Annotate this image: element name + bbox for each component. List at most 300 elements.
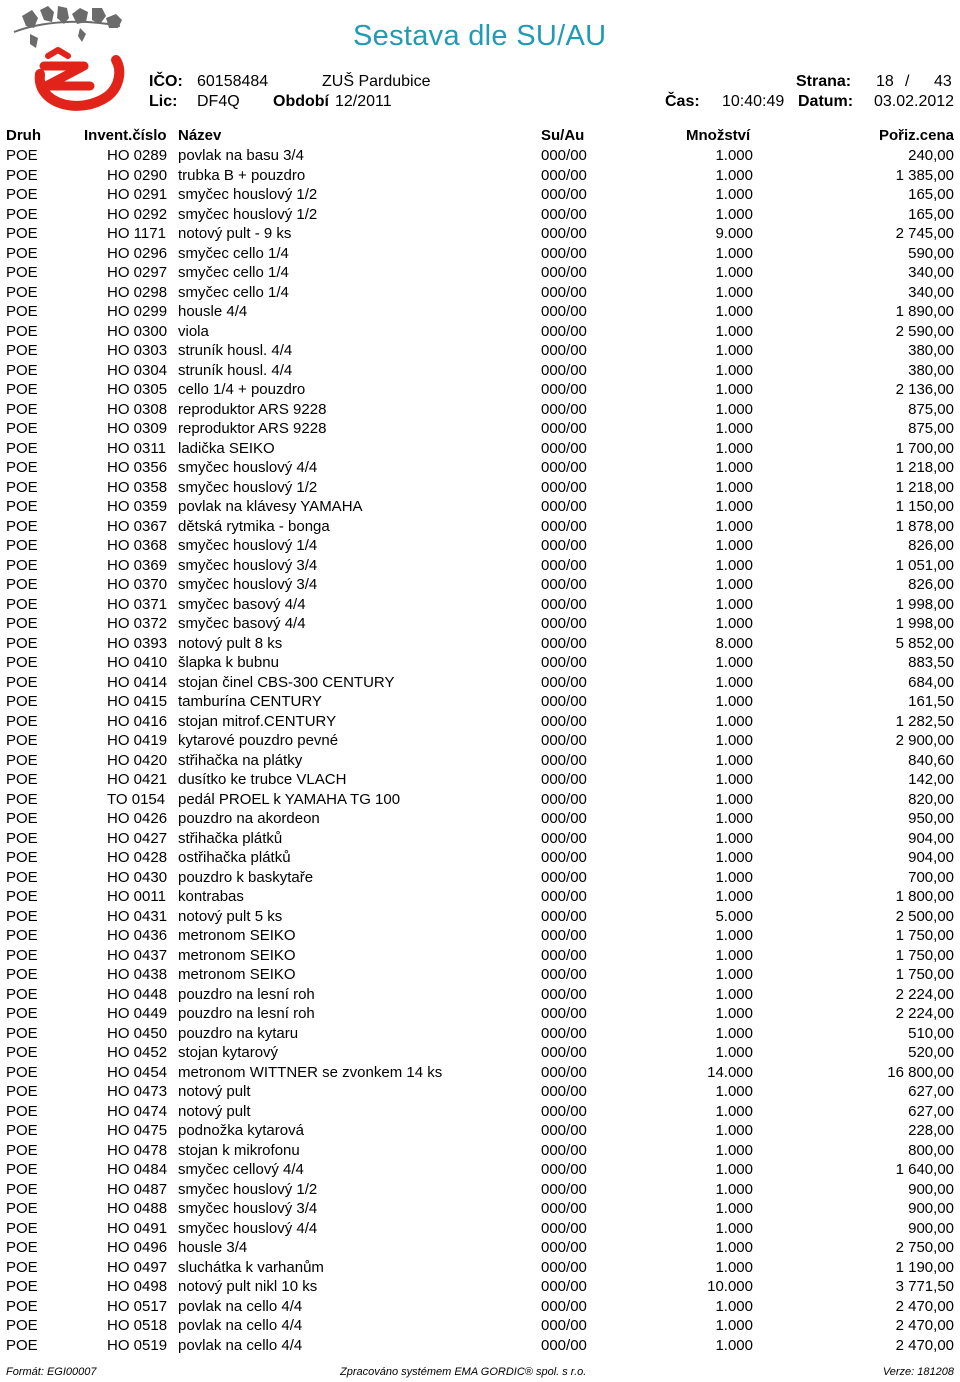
cell-mnozstvi: 1.000: [715, 771, 753, 788]
cell-porizovaci-cena: 380,00: [908, 342, 954, 359]
cell-nazev: dětská rytmika - bonga: [178, 517, 330, 535]
table-row: [0, 166, 960, 186]
table-row: [0, 185, 960, 205]
cell-mnozstvi: 1.000: [715, 361, 753, 379]
cell-su-au: 000/00: [541, 147, 587, 164]
cell-druh: POE: [6, 498, 38, 515]
cell-mnozstvi: 1.000: [715, 556, 753, 574]
cell-invent-cislo: HO 0296: [107, 244, 168, 262]
table-row: [0, 380, 960, 400]
cell-invent-cislo: HO 1171: [107, 225, 166, 242]
cell-invent-cislo: HO 0419: [107, 732, 168, 749]
cell-druh: POE: [6, 1161, 38, 1178]
table-row: [0, 1160, 960, 1180]
table-row: [0, 146, 960, 166]
table-row: [0, 926, 960, 946]
cell-nazev: smyčec houslový 4/4: [178, 459, 318, 476]
cell-nazev: smyčec houslový 1/2: [178, 205, 318, 223]
cell-druh: POE: [6, 927, 38, 944]
cell-nazev: struník housl. 4/4: [178, 361, 293, 379]
cell-druh: POE: [6, 205, 38, 223]
lic-value: DF4Q: [197, 93, 240, 110]
table-row: [0, 887, 960, 907]
cell-invent-cislo: HO 0371: [107, 595, 168, 613]
cell-invent-cislo: HO 0298: [107, 283, 168, 301]
cell-druh: POE: [6, 1239, 38, 1256]
cell-porizovaci-cena: 950,00: [908, 810, 954, 827]
cell-druh: POE: [6, 829, 38, 847]
cell-invent-cislo: HO 0426: [107, 810, 168, 827]
cell-nazev: střihačka na plátky: [178, 751, 303, 769]
cell-mnozstvi: 1.000: [715, 673, 753, 691]
cell-druh: POE: [6, 1219, 38, 1237]
cell-su-au: 000/00: [541, 1044, 587, 1061]
table-row: [0, 361, 960, 381]
cell-nazev: viola: [178, 322, 209, 340]
cell-nazev: povlak na cello 4/4: [178, 1317, 303, 1334]
cell-nazev: povlak na basu 3/4: [178, 147, 304, 164]
ico-label: IČO:: [149, 73, 183, 90]
table-row: [0, 1043, 960, 1063]
table-row: [0, 614, 960, 634]
cell-su-au: 000/00: [541, 693, 587, 710]
cell-invent-cislo: HO 0487: [107, 1180, 168, 1198]
cell-druh: POE: [6, 459, 38, 476]
table-row: [0, 770, 960, 790]
table-row: [0, 575, 960, 595]
cell-nazev: smyčec houslový 1/2: [178, 1180, 318, 1198]
table-row: [0, 1141, 960, 1161]
cell-druh: POE: [6, 225, 38, 242]
cell-mnozstvi: 1.000: [715, 966, 753, 983]
table-row: [0, 1316, 960, 1336]
cell-mnozstvi: 1.000: [715, 712, 753, 730]
table-row: [0, 478, 960, 498]
cell-porizovaci-cena: 2 590,00: [895, 322, 954, 340]
cell-druh: POE: [6, 1044, 38, 1061]
cell-su-au: 000/00: [541, 849, 587, 866]
table-row: [0, 205, 960, 225]
cell-nazev: pouzdro na kytaru: [178, 1024, 299, 1042]
cell-nazev: smyčec cello 1/4: [178, 283, 289, 301]
col-druh: Druh: [6, 127, 41, 144]
cell-porizovaci-cena: 1 218,00: [895, 459, 954, 476]
cell-invent-cislo: HO 0518: [107, 1317, 168, 1334]
strana-total: 43: [934, 73, 952, 90]
cell-druh: POE: [6, 751, 38, 769]
lic-label: Lic:: [149, 93, 178, 110]
cell-mnozstvi: 14.000: [707, 1063, 753, 1081]
cell-mnozstvi: 1.000: [715, 927, 753, 944]
cell-nazev: notový pult nikl 10 ks: [178, 1278, 318, 1295]
cell-druh: POE: [6, 1122, 38, 1139]
cell-mnozstvi: 1.000: [715, 751, 753, 769]
cell-druh: POE: [6, 1005, 38, 1022]
cell-porizovaci-cena: 142,00: [908, 771, 954, 788]
cell-invent-cislo: HO 0428: [107, 849, 168, 866]
cell-nazev: podnožka kytarová: [178, 1122, 304, 1139]
cell-nazev: povlak na cello 4/4: [178, 1297, 303, 1315]
cell-su-au: 000/00: [541, 1083, 587, 1100]
table-row: [0, 1102, 960, 1122]
cell-su-au: 000/00: [541, 576, 587, 593]
cell-su-au: 000/00: [541, 264, 587, 281]
datum-value: 03.02.2012: [874, 93, 955, 110]
table-row: [0, 692, 960, 712]
cell-mnozstvi: 8.000: [715, 634, 753, 652]
cell-porizovaci-cena: 2 136,00: [895, 381, 954, 398]
cell-porizovaci-cena: 1 150,00: [895, 498, 954, 515]
cell-druh: POE: [6, 907, 38, 925]
cell-nazev: struník housl. 4/4: [178, 342, 293, 359]
cell-druh: POE: [6, 1141, 38, 1159]
ico-value: 60158484: [197, 73, 269, 90]
cell-nazev: ladička SEIKO: [178, 439, 275, 457]
cell-nazev: notový pult - 9 ks: [178, 225, 292, 242]
cell-invent-cislo: HO 0420: [107, 751, 168, 769]
cell-invent-cislo: HO 0431: [107, 907, 168, 925]
cell-invent-cislo: HO 0448: [107, 985, 168, 1003]
cell-su-au: 000/00: [541, 361, 587, 379]
cell-nazev: notový pult: [178, 1083, 251, 1100]
cell-nazev: smyčec houslový 1/2: [178, 186, 318, 203]
cell-mnozstvi: 1.000: [715, 420, 753, 437]
cell-druh: POE: [6, 381, 38, 398]
cell-invent-cislo: HO 0414: [107, 673, 168, 691]
cell-invent-cislo: HO 0496: [107, 1239, 168, 1256]
report-title: Sestava dle SU/AU: [353, 20, 607, 52]
cell-mnozstvi: 1.000: [715, 1317, 753, 1334]
cell-porizovaci-cena: 1 051,00: [895, 556, 954, 574]
table-row: [0, 653, 960, 673]
cell-su-au: 000/00: [541, 459, 587, 476]
cell-mnozstvi: 1.000: [715, 1044, 753, 1061]
table-row: [0, 1219, 960, 1239]
cell-mnozstvi: 1.000: [715, 868, 753, 886]
table-row: [0, 907, 960, 927]
cell-porizovaci-cena: 520,00: [908, 1044, 954, 1061]
cell-porizovaci-cena: 2 500,00: [895, 907, 954, 925]
cell-nazev: metronom SEIKO: [178, 946, 296, 964]
cell-porizovaci-cena: 1 890,00: [895, 303, 954, 320]
table-row: [0, 946, 960, 966]
cell-su-au: 000/00: [541, 829, 587, 847]
footer-version: Verze: 181208: [882, 1366, 954, 1378]
cell-nazev: notový pult 8 ks: [178, 634, 283, 652]
cell-su-au: 000/00: [541, 654, 587, 671]
cell-druh: POE: [6, 244, 38, 262]
cell-invent-cislo: HO 0491: [107, 1219, 168, 1237]
cell-porizovaci-cena: 900,00: [908, 1219, 954, 1237]
cell-porizovaci-cena: 510,00: [908, 1024, 954, 1042]
cell-su-au: 000/00: [541, 478, 587, 496]
cell-invent-cislo: HO 0484: [107, 1161, 168, 1178]
cell-nazev: smyčec cello 1/4: [178, 264, 289, 281]
cell-su-au: 000/00: [541, 810, 587, 827]
strana-current: 18: [876, 73, 894, 90]
cell-invent-cislo: HO 0358: [107, 478, 168, 496]
table-row: [0, 985, 960, 1005]
cell-nazev: stojan kytarový: [178, 1044, 279, 1061]
cell-mnozstvi: 1.000: [715, 810, 753, 827]
cell-druh: POE: [6, 771, 38, 788]
cell-porizovaci-cena: 1 385,00: [895, 166, 954, 184]
table-row: [0, 1258, 960, 1278]
cell-porizovaci-cena: 1 282,50: [895, 712, 954, 730]
cell-druh: POE: [6, 420, 38, 437]
cell-porizovaci-cena: 2 470,00: [895, 1317, 954, 1334]
cell-porizovaci-cena: 627,00: [908, 1083, 954, 1100]
cell-su-au: 000/00: [541, 283, 587, 301]
cell-druh: POE: [6, 712, 38, 730]
cell-mnozstvi: 1.000: [715, 985, 753, 1003]
cell-porizovaci-cena: 840,60: [908, 751, 954, 769]
cell-nazev: stojan činel CBS-300 CENTURY: [178, 673, 395, 691]
cell-porizovaci-cena: 590,00: [908, 244, 954, 262]
cell-su-au: 000/00: [541, 712, 587, 730]
col-mnozstvi: Množství: [686, 127, 751, 144]
cell-mnozstvi: 1.000: [715, 517, 753, 535]
cell-su-au: 000/00: [541, 205, 587, 223]
cell-porizovaci-cena: 240,00: [908, 147, 954, 164]
cell-su-au: 000/00: [541, 1239, 587, 1256]
cell-nazev: ostřihačka plátků: [178, 849, 291, 866]
cell-druh: POE: [6, 790, 38, 808]
cell-druh: POE: [6, 1336, 38, 1354]
table-row: [0, 224, 960, 244]
table-row: [0, 322, 960, 342]
table-row: [0, 283, 960, 303]
table-row: [0, 1199, 960, 1219]
cell-druh: POE: [6, 439, 38, 457]
cell-druh: POE: [6, 810, 38, 827]
cell-invent-cislo: HO 0475: [107, 1122, 168, 1139]
cell-druh: POE: [6, 400, 38, 418]
cell-druh: POE: [6, 1083, 38, 1100]
cell-su-au: 000/00: [541, 381, 587, 398]
cell-mnozstvi: 1.000: [715, 498, 753, 515]
cell-invent-cislo: HO 0519: [107, 1336, 168, 1354]
cell-invent-cislo: HO 0438: [107, 966, 168, 983]
cell-druh: POE: [6, 147, 38, 164]
cell-mnozstvi: 5.000: [715, 907, 753, 925]
cell-invent-cislo: HO 0517: [107, 1297, 168, 1315]
cell-druh: POE: [6, 732, 38, 749]
cell-su-au: 000/00: [541, 1317, 587, 1334]
zus-mark-icon: [40, 50, 120, 106]
cell-nazev: stojan mitrof.CENTURY: [178, 712, 337, 730]
obdobi-value: 12/2011: [335, 93, 392, 110]
cell-invent-cislo: HO 0370: [107, 576, 168, 593]
cell-druh: POE: [6, 1200, 38, 1217]
cell-mnozstvi: 1.000: [715, 439, 753, 457]
cell-druh: POE: [6, 888, 38, 905]
cell-mnozstvi: 1.000: [715, 1219, 753, 1237]
cell-porizovaci-cena: 1 878,00: [895, 517, 954, 535]
cell-mnozstvi: 1.000: [715, 1161, 753, 1178]
cell-invent-cislo: HO 0410: [107, 654, 168, 671]
cell-su-au: 000/00: [541, 556, 587, 574]
cell-mnozstvi: 10.000: [707, 1278, 753, 1295]
cell-nazev: trubka B + pouzdro: [178, 166, 306, 184]
table-row: [0, 1180, 960, 1200]
cell-mnozstvi: 1.000: [715, 1083, 753, 1100]
table-row: [0, 751, 960, 771]
cell-invent-cislo: HO 0290: [107, 166, 168, 184]
cell-nazev: metronom SEIKO: [178, 927, 296, 944]
table-row: [0, 244, 960, 264]
cell-invent-cislo: HO 0452: [107, 1044, 168, 1061]
cell-nazev: smyčec basový 4/4: [178, 595, 306, 613]
col-su-au: Su/Au: [541, 127, 585, 144]
table-row: [0, 341, 960, 361]
cell-su-au: 000/00: [541, 420, 587, 437]
cell-nazev: povlak na klávesy YAMAHA: [178, 498, 363, 515]
cell-su-au: 000/00: [541, 771, 587, 788]
cell-porizovaci-cena: 904,00: [908, 829, 954, 847]
cell-invent-cislo: HO 0416: [107, 712, 168, 730]
cell-nazev: smyčec houslový 3/4: [178, 576, 318, 593]
cell-mnozstvi: 1.000: [715, 537, 753, 554]
cell-nazev: smyčec houslový 3/4: [178, 1200, 318, 1217]
cell-mnozstvi: 1.000: [715, 381, 753, 398]
cell-porizovaci-cena: 900,00: [908, 1180, 954, 1198]
cell-su-au: 000/00: [541, 966, 587, 983]
cell-mnozstvi: 1.000: [715, 576, 753, 593]
footer-format: Formát: EGI00007: [6, 1366, 97, 1378]
cell-invent-cislo: HO 0497: [107, 1258, 168, 1276]
cell-su-au: 000/00: [541, 1258, 587, 1276]
cell-porizovaci-cena: 1 218,00: [895, 478, 954, 496]
cell-porizovaci-cena: 826,00: [908, 537, 954, 554]
cell-su-au: 000/00: [541, 751, 587, 769]
birds-icon: [14, 6, 122, 48]
cell-porizovaci-cena: 2 900,00: [895, 732, 954, 749]
cell-porizovaci-cena: 904,00: [908, 849, 954, 866]
cell-druh: POE: [6, 478, 38, 496]
table-row: [0, 556, 960, 576]
cell-porizovaci-cena: 1 998,00: [895, 595, 954, 613]
cell-su-au: 000/00: [541, 537, 587, 554]
cell-invent-cislo: HO 0473: [107, 1083, 168, 1100]
cell-nazev: pedál PROEL k YAMAHA TG 100: [178, 790, 401, 808]
cell-porizovaci-cena: 875,00: [908, 420, 954, 437]
cell-druh: POE: [6, 322, 38, 340]
cell-druh: POE: [6, 966, 38, 983]
strana-separator: /: [905, 73, 910, 90]
table-row: [0, 302, 960, 322]
cell-su-au: 000/00: [541, 244, 587, 262]
cell-mnozstvi: 1.000: [715, 1239, 753, 1256]
table-row: [0, 848, 960, 868]
cell-druh: POE: [6, 342, 38, 359]
table-row: [0, 1121, 960, 1141]
cell-invent-cislo: HO 0297: [107, 264, 168, 281]
table-row: [0, 965, 960, 985]
table-row: [0, 868, 960, 888]
cell-su-au: 000/00: [541, 1297, 587, 1315]
cell-druh: POE: [6, 673, 38, 691]
cell-mnozstvi: 1.000: [715, 1122, 753, 1139]
cas-value: 10:40:49: [722, 93, 785, 110]
cell-su-au: 000/00: [541, 1200, 587, 1217]
cell-su-au: 000/00: [541, 1063, 587, 1081]
cell-mnozstvi: 1.000: [715, 790, 753, 808]
cell-mnozstvi: 1.000: [715, 1200, 753, 1217]
cell-invent-cislo: HO 0011: [107, 888, 166, 905]
org-name: ZUŠ Pardubice: [322, 73, 431, 90]
cell-su-au: 000/00: [541, 186, 587, 203]
cell-nazev: pouzdro na lesní roh: [178, 1005, 315, 1022]
cell-invent-cislo: HO 0291: [107, 186, 168, 203]
cell-su-au: 000/00: [541, 1219, 587, 1237]
cell-druh: POE: [6, 283, 38, 301]
cell-porizovaci-cena: 1 750,00: [895, 927, 954, 944]
cas-label: Čas:: [665, 93, 700, 110]
cell-nazev: housle 4/4: [178, 303, 248, 320]
cell-su-au: 000/00: [541, 400, 587, 418]
cell-su-au: 000/00: [541, 1024, 587, 1042]
cell-invent-cislo: HO 0450: [107, 1024, 168, 1042]
cell-porizovaci-cena: 2 224,00: [895, 985, 954, 1003]
cell-su-au: 000/00: [541, 1102, 587, 1120]
cell-porizovaci-cena: 1 190,00: [895, 1258, 954, 1276]
cell-druh: POE: [6, 654, 38, 671]
cell-nazev: smyčec houslový 1/2: [178, 478, 318, 496]
table-row: [0, 790, 960, 810]
cell-druh: POE: [6, 595, 38, 613]
datum-label: Datum:: [798, 93, 854, 110]
cell-invent-cislo: HO 0303: [107, 342, 168, 359]
cell-druh: POE: [6, 166, 38, 184]
table-row: [0, 595, 960, 615]
cell-druh: POE: [6, 1297, 38, 1315]
cell-nazev: smyčec cellový 4/4: [178, 1161, 304, 1178]
cell-mnozstvi: 1.000: [715, 1102, 753, 1120]
table-row: [0, 1082, 960, 1102]
cell-su-au: 000/00: [541, 342, 587, 359]
cell-mnozstvi: 1.000: [715, 829, 753, 847]
cell-porizovaci-cena: 340,00: [908, 283, 954, 301]
cell-druh: POE: [6, 556, 38, 574]
cell-invent-cislo: HO 0372: [107, 615, 168, 632]
cell-invent-cislo: HO 0427: [107, 829, 168, 847]
cell-su-au: 000/00: [541, 615, 587, 632]
cell-invent-cislo: HO 0300: [107, 322, 168, 340]
cell-mnozstvi: 1.000: [715, 186, 753, 203]
cell-mnozstvi: 1.000: [715, 615, 753, 632]
table-row: [0, 458, 960, 478]
cell-invent-cislo: HO 0309: [107, 420, 168, 437]
cell-su-au: 000/00: [541, 1141, 587, 1159]
table-row: [0, 1063, 960, 1083]
cell-porizovaci-cena: 165,00: [908, 186, 954, 203]
cell-porizovaci-cena: 1 998,00: [895, 615, 954, 632]
cell-porizovaci-cena: 161,50: [908, 693, 954, 710]
table-row: [0, 1297, 960, 1317]
cell-invent-cislo: HO 0436: [107, 927, 168, 944]
table-row: [0, 536, 960, 556]
cell-nazev: smyčec houslový 1/4: [178, 537, 318, 554]
cell-porizovaci-cena: 16 800,00: [887, 1063, 954, 1081]
cell-druh: POE: [6, 264, 38, 281]
cell-mnozstvi: 1.000: [715, 400, 753, 418]
cell-nazev: metronom SEIKO: [178, 966, 296, 983]
cell-nazev: smyčec houslový 4/4: [178, 1219, 318, 1237]
table-row: [0, 829, 960, 849]
cell-su-au: 000/00: [541, 303, 587, 320]
cell-mnozstvi: 1.000: [715, 1180, 753, 1198]
